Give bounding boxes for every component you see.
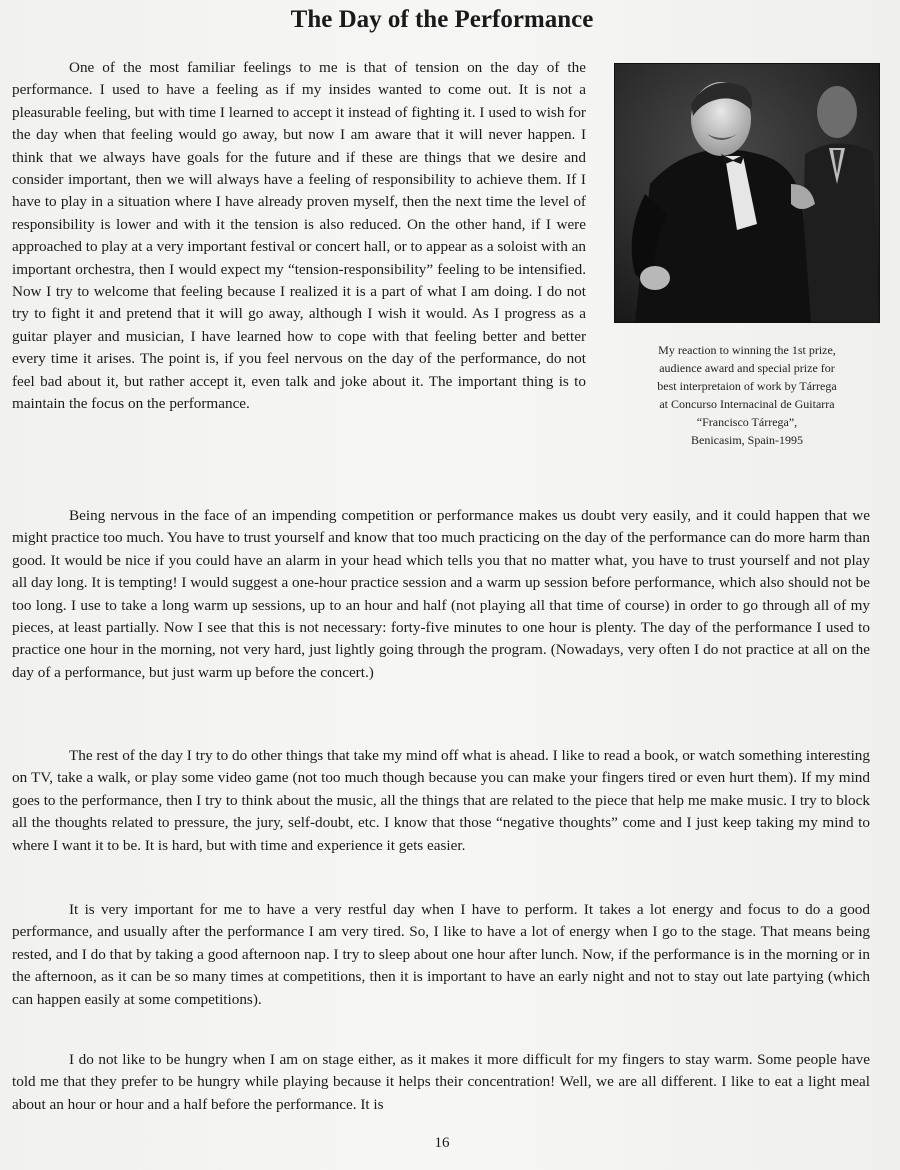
caption-line: best interpretaion of work by Tárrega — [657, 379, 837, 393]
caption-line: at Concurso Internacinal de Guitarra — [659, 397, 835, 411]
performer-photo — [614, 63, 880, 323]
paragraph-1 — [12, 57, 870, 463]
paragraph-5-text: I do not like to be hungry when I am on stage either, as it makes it more difficult for my fingers to stay warm. Some people have told me that they prefer to be hungry while playing because it helps their concentration! Well, we are all different. I like to eat a light meal about an hour or hour and a half before the performance. It is — [12, 1051, 870, 1113]
page-number: 16 — [434, 1135, 450, 1151]
page-title: The Day of the Performance — [290, 6, 594, 33]
paragraph-4 — [12, 899, 870, 1011]
caption-line: “Francisco Tárrega”, — [696, 415, 798, 429]
caption-line: Benicasim, Spain-1995 — [691, 433, 803, 447]
paragraph-1-text: One of the most familiar feelings to me is that of tension on the day of the performance. I used to have a feeling as if my insides wanted to come out. It is not a pleasurable feeling, but with time I learned to accept it instead of fighting it. I used to wish for the day when that feeling would go away, but now I am aware that it will never happen. I think that we always have goals for the future and if these are things that we desire and consider important, then we will always have a feeling of responsibility to achieve them. If I have to play in a situation where I have already proven myself, then the next time the level of responsibility is lower and with it the tension is also reduced. On the other hand, if I were approached to play at a very important festival or concert hall, or to appear as a soloist with an important orchestra, then I would expect my “tension-responsibility” feeling to be intensified. Now I try to welcome that feeling because I realized it is a part of what I am doing. I do not try to fight it and pretend that it will go away, although I wish it would. As I progress as a guitar player and musician, I have learned how to cope with that feeling better and better every time it arises. The point is, if you feel nervous on the day of the performance, do not feel bad about it, but rather accept it, even talk and joke about it. The important thing is to maintain the focus on the performance. — [12, 59, 586, 413]
photo-caption — [602, 341, 892, 449]
caption-line: My reaction to winning the 1st prize, — [658, 343, 836, 357]
paragraph-3-text: The rest of the day I try to do other things that take my mind off what is ahead. I like to read a book, or watch something interesting on TV, take a walk, or play some video game (not too much though because you can make your fingers tired or even hurt them). If my mind goes to the performance, then I try to think about the music, all the things that are related to the piece that help me make music. I try to block all the thoughts related to pressure, the jury, self-doubt, etc. I know that those “negative thoughts” come and I just keep taking my mind to where I want it to be. It is hard, but with time and experience it gets easier. — [12, 747, 870, 854]
paragraph-5 — [12, 1049, 870, 1116]
paragraph-3 — [12, 745, 870, 857]
caption-line: audience award and special prize for — [659, 361, 835, 375]
performer-photo-image — [615, 64, 879, 322]
paragraph-2-text: Being nervous in the face of an impending competition or performance makes us doubt very easily, and it could happen that we might practice too much. You have to trust yourself and know that too much practicing on the day of the performance can do more harm than good. It would be nice if you could have an alarm in your head which tells you that no matter what, you have to trust yourself and not play all day long. It is tempting! I would suggest a one-hour practice session and a warm up session before performance, which also should not be too long. I use to take a long warm up sessions, up to an hour and half (not playing all that time of course) in order to go through all of my pieces, at least partially. Now I see that this is not necessary: forty-five minutes to one hour is plenty. The day of the performance I used to practice one hour in the morning, not very hard, just lightly going through the program. (Nowadays, very often I do not practice at all on the day of a performance, but just warm up before the concert.) — [12, 507, 870, 681]
paragraph-2 — [12, 505, 870, 684]
photo-block — [602, 63, 882, 463]
paragraph-4-text: It is very important for me to have a very restful day when I have to perform. It takes a lot energy and focus to do a good performance, and usually after the performance I am very tired. So, I like to have a lot of energy when I go to the stage. That means being rested, and I do that by taking a good afternoon nap. I try to sleep about one hour after lunch. Now, if the performance is in the morning or in the afternoon, as it can be so many times at competitions, then it is important to have an early night and not to stay out late partying (which can happen easily at some competitions). — [12, 901, 870, 1008]
